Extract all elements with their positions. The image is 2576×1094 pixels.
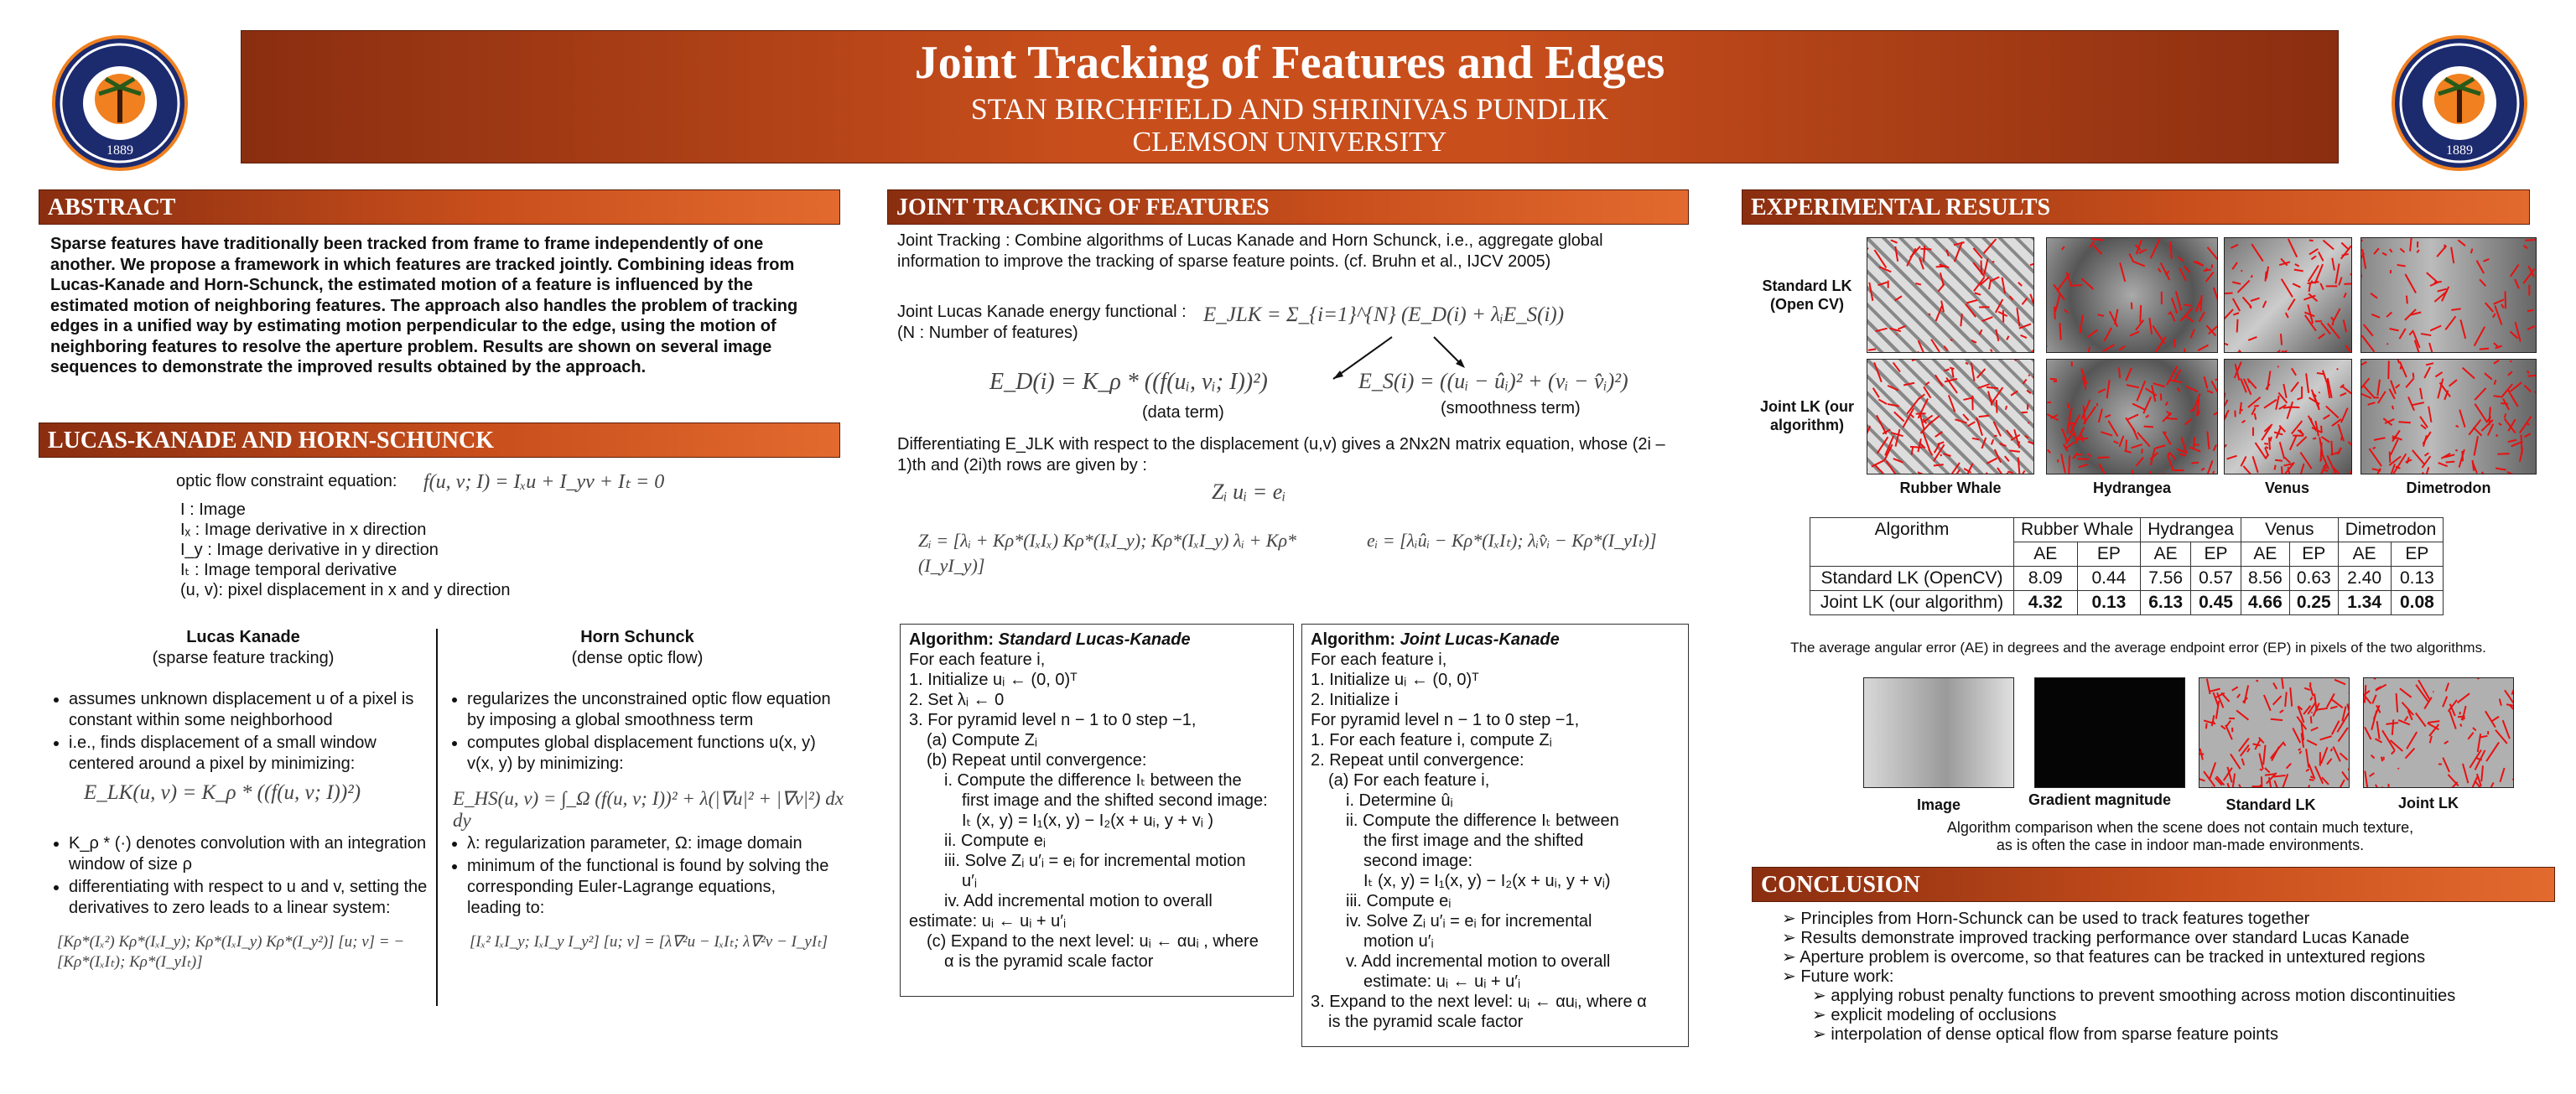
- joint-lk-algorithm-box: [1301, 624, 1689, 1047]
- algorithm-step: 2. Initialize i: [1311, 691, 1399, 709]
- list-item: • regularizes the unconstrained optic flow equation by imposing a global smoothness term: [467, 689, 834, 731]
- algorithm-step: 2. Repeat until convergence:: [1311, 751, 1524, 770]
- results-heading: EXPERIMENTAL RESULTS: [1742, 189, 2530, 225]
- comparison-caption-line: as is often the case in indoor man-made environments.: [1996, 837, 2365, 853]
- list-item: ➢ Results demonstrate improved tracking performance over standard Lucas Kanade: [1782, 929, 2410, 947]
- results-table-wrap: [1810, 517, 2444, 615]
- comparison-image-photo: [1863, 677, 2014, 788]
- alg1-title-line: [909, 630, 1285, 650]
- hs-subtitle: (dense optic flow): [571, 649, 704, 667]
- table-header-seq: Venus: [2241, 518, 2338, 542]
- table-subheader: EP: [2289, 542, 2338, 567]
- abstract-body: Sparse features have traditionally been tracked from frame to frame independently of one another. We propose a framework in which features are tracked jointly. Combining ideas from Lucas-Kanade and Horn-Schunck, the estimated motion of a feature is influenced by the estimated motion of neighboring features. The approach also handles the problem of tracking edges in a unified way by estimating motion perpendicular to the edge, using the motion of neighboring features to resolve the aperture problem. Results are shown on several image sequences to demonstrate the improved results obtained by the approach.: [50, 235, 798, 376]
- table-header-seq: Hydrangea: [2141, 518, 2241, 542]
- list-item: ➢ Future work:: [1782, 967, 1894, 986]
- comparison-label-standard: Standard LK: [2225, 796, 2316, 813]
- title-banner: [241, 30, 2339, 163]
- table-header-algorithm: Algorithm: [1810, 518, 2014, 567]
- list-item: • K_ρ * (·) denotes convolution with an integration window of size ρ: [69, 833, 436, 875]
- data-term-label: (data term): [1142, 403, 1224, 422]
- results-table: [1810, 517, 2444, 615]
- row-label-joint: Joint LK (our algorithm): [1760, 398, 1854, 433]
- table-cell: 8.09: [2014, 567, 2078, 591]
- comparison-caption-line: Algorithm comparison when the scene does not contain much texture,: [1946, 819, 2414, 836]
- standard-lk-algorithm-box: [900, 624, 1294, 997]
- alg2-steps: [1311, 650, 1680, 1032]
- algorithm-step: For each feature i,: [909, 651, 1046, 669]
- joint-lk-photo: [2046, 359, 2218, 474]
- data-term-equation: E_D(i) = K_ρ * ((f(uᵢ, vᵢ; I))²): [989, 369, 1268, 395]
- algorithm-step: the first image and the shifted: [1363, 832, 1584, 850]
- conclusion-list: [1782, 910, 2553, 1045]
- algorithm-step: motion u′ᵢ: [1363, 932, 1434, 951]
- joint-lk-photo: [2224, 359, 2352, 474]
- joint-lk-photo: [2360, 359, 2537, 474]
- algorithm-step: estimate: uᵢ ← uᵢ + u′ᵢ: [1363, 972, 1521, 991]
- conclusion-heading: CONCLUSION: [1752, 867, 2555, 902]
- poster-affiliation: CLEMSON UNIVERSITY: [1132, 127, 1447, 158]
- hs-title: Horn Schunck: [580, 628, 694, 646]
- lk-block-title: [50, 627, 436, 669]
- algorithm-step: Iₜ (x, y) = I₁(x, y) − I₂(x + uᵢ, y + vᵢ ): [962, 811, 1214, 830]
- algorithm-step: iv. Solve Zᵢ u′ᵢ = eᵢ for incremental: [1346, 912, 1592, 931]
- algorithm-step: ii. Compute the difference Iₜ between: [1346, 811, 1619, 830]
- algorithm-step: (a) Compute Zᵢ: [927, 731, 1038, 749]
- alg2-title: Joint Lucas-Kanade: [1400, 630, 1560, 649]
- list-subitem: ➢ applying robust penalty functions to prevent smoothing across motion discontinuities: [1812, 987, 2456, 1005]
- algorithm-step: 1. Initialize uᵢ ← (0, 0)ᵀ: [909, 671, 1078, 689]
- standard-lk-photo: [1867, 237, 2034, 353]
- table-cell: 0.13: [2391, 567, 2444, 591]
- table-cell: 2.40: [2338, 567, 2391, 591]
- poster-authors: STAN BIRCHFIELD AND SHRINIVAS PUNDLIK: [970, 92, 1609, 126]
- algorithm-step: iii. Solve Zᵢ u′ᵢ = eᵢ for incremental motion: [944, 852, 1246, 870]
- poster-title: Joint Tracking of Features and Edges: [914, 37, 1665, 89]
- def-line: Iₓ : Image derivative in x direction: [180, 521, 427, 539]
- energy-label-2: (N : Number of features): [897, 324, 1078, 342]
- algorithm-step: iv. Add incremental motion to overall: [944, 892, 1213, 910]
- algorithm-step: i. Determine ûᵢ: [1346, 791, 1453, 810]
- algorithm-step: 3. Expand to the next level: uᵢ ← αuᵢ, where α: [1311, 993, 1647, 1011]
- energy-label-1: Joint Lucas Kanade energy functional :: [897, 303, 1187, 321]
- table-cell: 7.56: [2141, 567, 2191, 591]
- standard-lk-photo: [2360, 237, 2537, 353]
- table-subheader: EP: [2391, 542, 2444, 567]
- hs-euler-lagrange: [Iₓ² IₓI_y; IₓI_y I_y²] [u; v] = [λ∇²u − IₓIₜ; λ∇²v − I_yIₜ]: [470, 933, 828, 951]
- table-cell-name: Standard LK (OpenCV): [1810, 567, 2014, 591]
- algorithm-step: For each feature i,: [1311, 651, 1447, 669]
- list-subitem: ➢ explicit modeling of occlusions: [1812, 1006, 2057, 1024]
- constraint-equation: f(u, v; I) = Iₓu + I_yv + Iₜ = 0: [423, 471, 665, 493]
- list-item: • λ: regularization parameter, Ω: image domain: [467, 833, 834, 854]
- algorithm-step: is the pyramid scale factor: [1328, 1013, 1524, 1031]
- zu-equation: Zᵢ uᵢ = eᵢ: [1212, 480, 1286, 504]
- constraint-label: optic flow constraint equation:: [176, 472, 397, 490]
- table-subheader: AE: [2141, 542, 2191, 567]
- hs-energy-equation: E_HS(u, v) = ∫_Ω (f(u, v; I))² + λ(|∇u|² + |∇v|²) dx dy: [453, 788, 844, 831]
- alg1-title-prefix: Algorithm:: [909, 630, 995, 649]
- algorithm-step: Iₜ (x, y) = I₁(x, y) − I₂(x + uᵢ, y + vᵢ): [1363, 872, 1611, 890]
- table-subheader: EP: [2077, 542, 2141, 567]
- algorithm-step: (c) Expand to the next level: uᵢ ← αuᵢ , where: [927, 932, 1259, 951]
- algorithm-step: iii. Compute eᵢ: [1346, 892, 1452, 910]
- table-cell: 0.08: [2391, 591, 2444, 615]
- algorithm-step: 1. For each feature i, compute Zᵢ: [1311, 731, 1552, 749]
- comparison-joint-photo: [2363, 677, 2514, 788]
- table-row: [1810, 591, 2444, 615]
- symbol-definitions: [180, 500, 683, 600]
- comparison-gradient-photo: [2034, 677, 2185, 788]
- def-line: I : Image: [180, 500, 246, 519]
- logo-year-right: 1889: [2446, 143, 2473, 158]
- algorithm-step: u′ᵢ: [962, 872, 978, 890]
- joint-heading: JOINT TRACKING OF FEATURES: [887, 189, 1689, 225]
- smoothness-term-equation: E_S(i) = ((uᵢ − ûᵢ)² + (vᵢ − v̂ᵢ)²): [1358, 369, 1628, 393]
- table-header-seq: Rubber Whale: [2014, 518, 2141, 542]
- alg2-title-prefix: Algorithm:: [1311, 630, 1396, 649]
- algorithm-step: 3. For pyramid level n − 1 to 0 step −1,: [909, 711, 1197, 729]
- algorithm-step: estimate: uᵢ ← uᵢ + u′ᵢ: [909, 912, 1067, 931]
- hs-bullets-2: [449, 833, 834, 920]
- algorithm-step: ii. Compute eᵢ: [944, 832, 1046, 850]
- algorithm-step: second image:: [1363, 852, 1473, 870]
- algorithm-step: (b) Repeat until convergence:: [927, 751, 1147, 770]
- list-item: • differentiating with respect to u and v, setting the derivatives to zero leads to a linear system:: [69, 877, 436, 919]
- algorithm-step: (a) For each feature i,: [1328, 771, 1490, 790]
- algorithm-step: first image and the shifted second image:: [962, 791, 1268, 810]
- seq-label-rubber-whale: Rubber Whale: [1899, 480, 2002, 496]
- algorithm-step: i. Compute the difference Iₜ between the: [944, 771, 1242, 790]
- lk-bullets-1: [50, 689, 436, 776]
- table-cell: 0.25: [2289, 591, 2338, 615]
- table-cell: 0.57: [2191, 567, 2241, 591]
- lkhs-heading: LUCAS-KANADE AND HORN-SCHUNCK: [39, 423, 840, 458]
- table-cell: 0.45: [2191, 591, 2241, 615]
- algorithm-step: For pyramid level n − 1 to 0 step −1,: [1311, 711, 1580, 729]
- hs-bullets-1: [449, 689, 834, 776]
- table-cell: 0.63: [2289, 567, 2338, 591]
- algorithm-step: 2. Set λᵢ ← 0: [909, 691, 1005, 709]
- lk-title: Lucas Kanade: [186, 628, 300, 646]
- list-item: • i.e., finds displacement of a small window centered around a pixel by minimizing:: [69, 733, 436, 775]
- logo-year: 1889: [106, 143, 133, 158]
- clemson-logo-right: [2392, 35, 2527, 171]
- row-label-standard: Standard LK (Open CV): [1762, 277, 1852, 313]
- comparison-standard-photo: [2199, 677, 2350, 788]
- table-caption: The average angular error (AE) in degrees and the average endpoint error (EP) in pixels of the two algorithms.: [1790, 640, 2486, 656]
- column-divider: [436, 629, 438, 1006]
- lk-bullets-2: [50, 833, 436, 920]
- table-cell: 1.34: [2338, 591, 2391, 615]
- e-matrix: eᵢ = [λᵢûᵢ − Kρ*(IₓIₜ); λᵢv̂ᵢ − Kρ*(I_yIₜ)]: [1367, 530, 1657, 551]
- alg1-steps: [909, 650, 1285, 972]
- joint-energy-equation: E_JLK = Σ_{i=1}^{N} (E_D(i) + λᵢE_S(i)): [1203, 303, 1565, 326]
- list-item: ➢ Aperture problem is overcome, so that features can be tracked in untextured regions: [1782, 948, 2426, 967]
- table-cell-name: Joint LK (our algorithm): [1810, 591, 2014, 615]
- alg2-title-line: [1311, 630, 1680, 650]
- table-cell: 0.44: [2077, 567, 2141, 591]
- smoothness-term-label: (smoothness term): [1441, 399, 1581, 417]
- seq-label-hydrangea: Hydrangea: [2092, 480, 2172, 496]
- list-subitem: ➢ interpolation of dense optical flow from sparse feature points: [1812, 1025, 2278, 1044]
- def-line: (u, v): pixel displacement in x and y direction: [180, 581, 511, 599]
- comparison-label-gradient: Gradient magnitude: [2028, 791, 2171, 808]
- list-item: • minimum of the functional is found by solving the corresponding Euler-Lagrange equations, leading to:: [467, 856, 834, 919]
- comparison-label-joint: Joint LK: [2398, 795, 2459, 811]
- table-cell: 4.66: [2241, 591, 2289, 615]
- joint-lk-photo: [1867, 359, 2034, 474]
- z-matrix: Zᵢ = [λᵢ + Kρ*(IₓIₓ) Kρ*(IₓI_y); Kρ*(IₓI_y) λᵢ + Kρ*(I_yI_y)]: [918, 530, 1297, 576]
- list-item: ➢ Principles from Horn-Schunck can be used to track features together: [1782, 910, 2310, 928]
- alg1-title: Standard Lucas-Kanade: [998, 630, 1191, 649]
- table-cell: 6.13: [2141, 591, 2191, 615]
- algorithm-step: 1. Initialize uᵢ ← (0, 0)ᵀ: [1311, 671, 1479, 689]
- lk-subtitle: (sparse feature tracking): [152, 649, 335, 667]
- table-header-seq: Dimetrodon: [2338, 518, 2444, 542]
- table-row: [1810, 567, 2444, 591]
- table-subheader: EP: [2191, 542, 2241, 567]
- algorithm-step: v. Add incremental motion to overall: [1346, 952, 1611, 971]
- abstract-heading: ABSTRACT: [39, 189, 840, 225]
- def-line: I_y : Image derivative in y direction: [180, 541, 439, 559]
- energy-label: [897, 302, 1187, 344]
- table-cell: 8.56: [2241, 567, 2289, 591]
- standard-lk-photo: [2046, 237, 2218, 353]
- algorithm-step: α is the pyramid scale factor: [944, 952, 1154, 971]
- list-item: • computes global displacement functions u(x, y) v(x, y) by minimizing:: [467, 733, 834, 775]
- seq-label-venus: Venus: [2264, 480, 2310, 496]
- table-subheader: AE: [2338, 542, 2391, 567]
- joint-intro: Joint Tracking : Combine algorithms of Lucas Kanade and Horn Schunck, i.e., aggregate global information to improve the tracking of sparse feature points. (cf. Bruhn et al., IJCV 2005): [897, 231, 1603, 271]
- list-item: • assumes unknown displacement u of a pixel is constant within some neighborhood: [69, 689, 436, 731]
- def-line: Iₜ : Image temporal derivative: [180, 561, 397, 579]
- seq-label-dimetrodon: Dimetrodon: [2406, 480, 2491, 496]
- comparison-label-image: Image: [1916, 796, 1961, 813]
- hs-block-title: [449, 627, 826, 669]
- table-subheader: AE: [2241, 542, 2289, 567]
- table-subheader: AE: [2014, 542, 2078, 567]
- comparison-caption: [1895, 819, 2465, 854]
- table-cell: 0.13: [2077, 591, 2141, 615]
- standard-lk-photo: [2224, 237, 2352, 353]
- table-cell: 4.32: [2014, 591, 2078, 615]
- lk-energy-equation: E_LK(u, v) = K_ρ * ((f(u, v; I))²): [84, 781, 361, 804]
- differentiation-text: Differentiating E_JLK with respect to the displacement (u,v) gives a 2Nx2N matrix equation, whose (2i – 1)th and (2i)th rows are given by :: [897, 435, 1665, 474]
- clemson-logo-left: [52, 35, 188, 171]
- lk-linear-system: [Kρ*(Iₓ²) Kρ*(IₓI_y); Kρ*(IₓI_y) Kρ*(I_y²)] [u; v] = −[Kρ*(IₓIₜ); Kρ*(I_yIₜ)]: [57, 933, 405, 971]
